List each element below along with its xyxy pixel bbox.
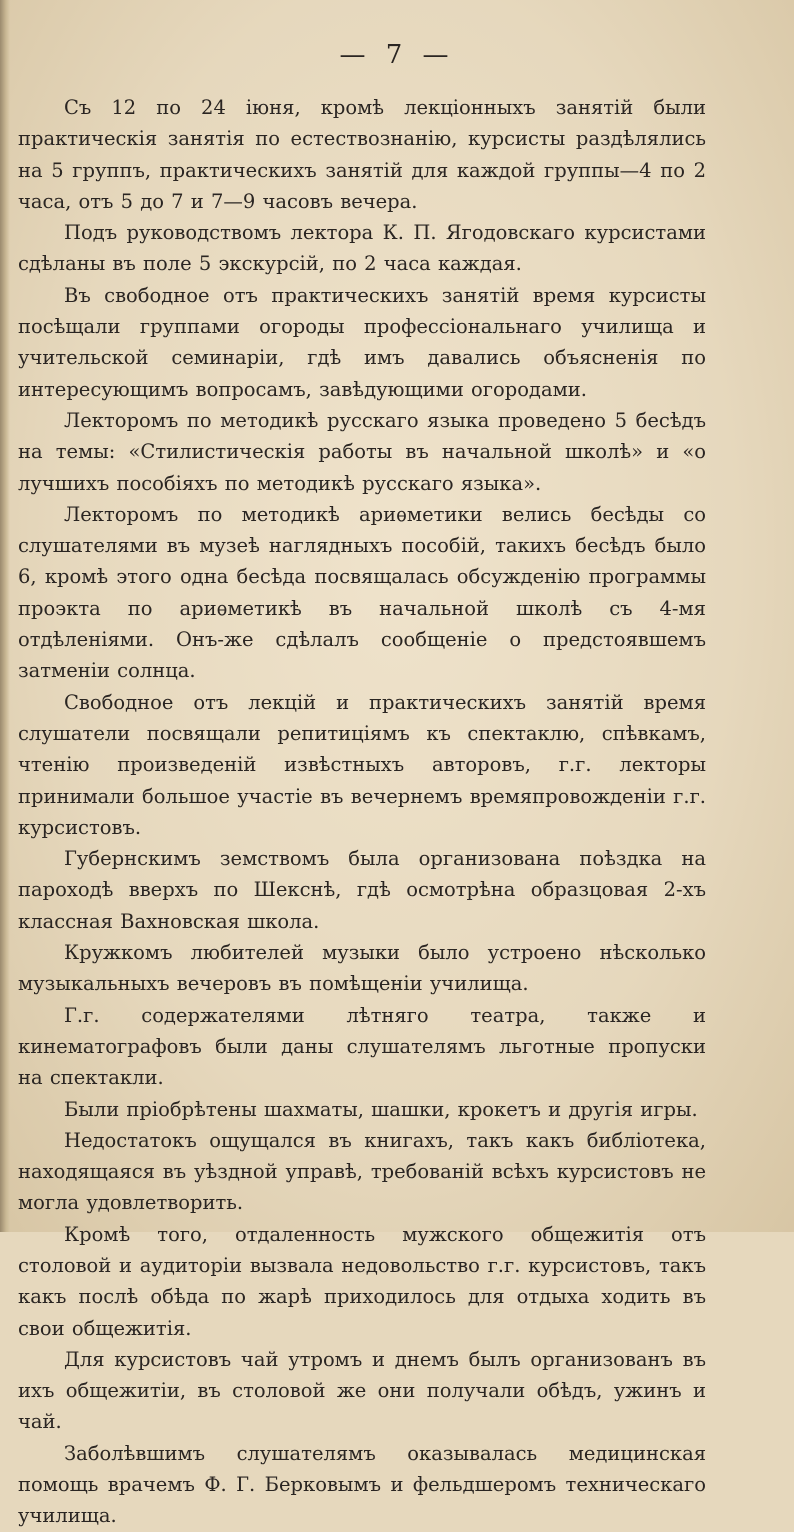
paragraph-steamer-trip: Губернскимъ земствомъ была организована поѣздка на пароходѣ вверхъ по Шекснѣ, гдѣ осмотрѣна образцовая 2-хъ классная Вахновская школа. xyxy=(18,847,706,933)
paragraph-arithmetic-methodology: Лекторомъ по методикѣ ариѳметики велись бесѣды со слушателями въ музеѣ наглядныхъ пособій, такихъ бесѣдъ было 6, кромѣ этого одна бесѣда посвящалась обсужденію программы проэкта по ариѳметикѣ въ начальной школѣ съ 4-мя отдѣленіями. Онъ-же сдѣлалъ сообщеніе о предстоявшемъ затменіи солнца. xyxy=(18,502,706,683)
body-text xyxy=(18,92,706,1532)
paragraph-music-evenings: Кружкомъ любителей музыки было устроено нѣсколько музыкальныхъ вечеровъ въ помѣщеніи училища. xyxy=(18,941,706,996)
paragraph-theatre-passes: Г.г. содержателями лѣтняго театра, также и кинематографовъ были даны слушателямъ льготные пропуски на спектакли. xyxy=(18,1003,706,1090)
paragraph-books-shortage: Недостатокъ ощущался въ книгахъ, такъ какъ библіотека, находящаяся въ уѣздной управѣ, требованій всѣхъ курсистовъ не могла удовлетворить. xyxy=(18,1128,706,1215)
paragraph-excursions: Подъ руководствомъ лектора К. П. Ягодовскаго курсистами сдѣланы въ поле 5 экскурсій, по 2 часа каждая. xyxy=(18,221,706,276)
paragraph-free-time: Свободное отъ лекцій и практическихъ занятій время слушатели посвящали репитиціямъ къ спектаклю, спѣвкамъ, чтенію произведеній извѣстныхъ авторовъ, г.г. лекторы принимали большое участіе въ вечернемъ времяпровожденіи г.г. курсистовъ. xyxy=(18,690,706,839)
page-binding-edge xyxy=(0,0,10,1232)
paragraph-practical-classes: Съ 12 по 24 іюня, кромѣ лекціонныхъ занятій были практическія занятія по естествознанію, курсисты раздѣлялись на 5 группъ, практическихъ занятій для каждой группы—4 по 2 часа, отъ 5 до 7 и 7—9 часовъ вечера. xyxy=(18,96,706,213)
paragraph-russian-methodology: Лекторомъ по методикѣ русскаго языка проведено 5 бесѣдъ на темы: «Стилистическія работы въ начальной школѣ» и «о лучшихъ пособіяхъ по методикѣ русскаго языка». xyxy=(18,408,706,495)
paragraph-tea: Для курсистовъ чай утромъ и днемъ былъ организованъ въ ихъ общежитіи, въ столовой же они получали обѣдъ, ужинъ и чай. xyxy=(18,1347,706,1434)
paragraph-gardens: Въ свободное отъ практическихъ занятій время курсисты посѣщали группами огороды профессіональнаго училища и учительской семинаріи, гдѣ имъ давались объясненія по интересующимъ вопросамъ, завѣдующими огородами. xyxy=(18,283,706,401)
paragraph-games: Были пріобрѣтены шахматы, шашки, крокетъ и другія игры. xyxy=(64,1097,698,1121)
paragraph-medical-help: Заболѣвшимъ слушателямъ оказывалась медицинская помощь врачемъ Ф. Г. Берковымъ и фельдшеромъ техническаго училища. xyxy=(18,1441,706,1528)
page-number: — 7 — xyxy=(339,40,455,70)
paragraph-dormitory-distance: Кромѣ того, отдаленность мужского общежитія отъ столовой и аудиторіи вызвала недовольство г.г. курсистовъ, такъ какъ послѣ обѣда по жарѣ приходилось для отдыха ходить въ свои общежитія. xyxy=(18,1222,706,1340)
